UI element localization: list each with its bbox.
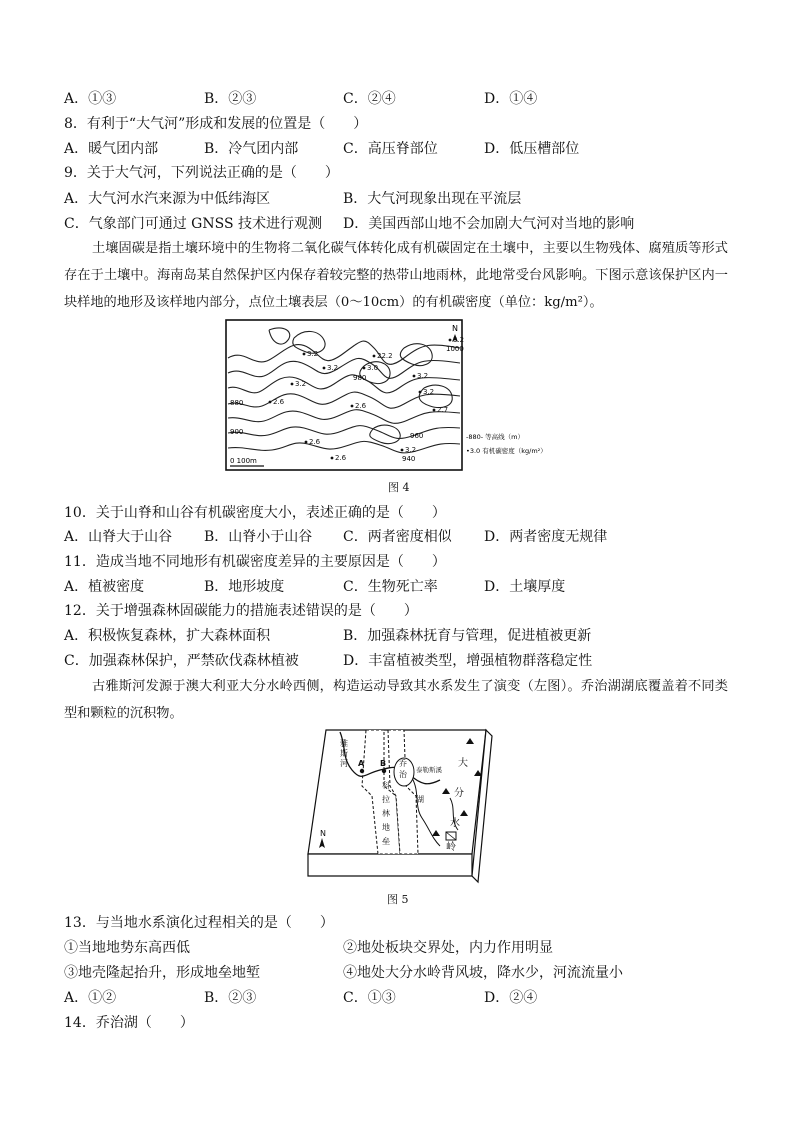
q13-option-d: D．②④ bbox=[484, 990, 538, 1006]
point-value: 3.2 bbox=[453, 336, 465, 344]
q12-stem: 12．关于增强森林固碳能力的措施表述错误的是（ ） bbox=[64, 603, 418, 619]
passage-yass-river: 古雅斯河发源于澳大利亚大分水岭西侧，构造运动导致其水系发生了演变（左图）。乔治湖湖底覆盖着不同类型和颗粒的沉积物。 bbox=[64, 679, 728, 721]
q10-option-d: D．两者密度无规律 bbox=[484, 529, 608, 545]
point-value: 3.0 bbox=[367, 364, 379, 372]
q12-option-d: D．丰富植被类型，增强植物群落稳定性 bbox=[343, 653, 593, 669]
q11-option-c: C．生物死亡率 bbox=[343, 579, 438, 595]
contour-map-figure bbox=[224, 318, 578, 476]
point-value: 2.7 bbox=[437, 406, 449, 414]
label-ridge: 大 bbox=[458, 758, 468, 769]
label-lake: 治 bbox=[399, 770, 407, 779]
north-label: N bbox=[320, 829, 326, 838]
label-graben: 垒 bbox=[382, 837, 390, 846]
q12-option-a: A．积极恢复森林，扩大森林面积 bbox=[64, 628, 271, 644]
q8-option-b: B．冷气团内部 bbox=[204, 141, 299, 157]
label-ridge: 岭 bbox=[446, 842, 456, 853]
label-ridge: 分 bbox=[454, 788, 464, 799]
q12-option-c: C．加强森林保护，严禁砍伐森林植被 bbox=[64, 653, 299, 669]
label-river: 斯 bbox=[340, 749, 348, 758]
point-value: 3.2 bbox=[417, 372, 429, 380]
point-value: 2.6 bbox=[309, 438, 321, 446]
block-diagram-figure bbox=[300, 726, 496, 888]
contour-label: 880 bbox=[230, 399, 244, 407]
contour-label: 940 bbox=[402, 455, 416, 463]
q11-stem: 11．造成当地不同地形有机碳密度差异的主要原因是（ ） bbox=[64, 554, 446, 570]
q13-option-a: A．①② bbox=[64, 990, 117, 1006]
contour-label: 960 bbox=[410, 432, 424, 440]
q13-option-c: C．①③ bbox=[343, 990, 396, 1006]
point-value: 2.6 bbox=[273, 398, 285, 406]
q13-stem: 13．与当地水系演化过程相关的是（ ） bbox=[64, 915, 334, 931]
q7-option-c: C．②④ bbox=[343, 91, 396, 107]
legend-contour: -880- 等高线（m） bbox=[466, 433, 524, 441]
label-ridge: 水 bbox=[450, 818, 460, 829]
fig5-caption: 图 5 bbox=[387, 893, 409, 906]
contour-label: 980 bbox=[353, 374, 367, 382]
q10-option-c: C．两者密度相似 bbox=[343, 529, 452, 545]
q10-option-a: A．山脊大于山谷 bbox=[64, 529, 173, 545]
q13-statement-4: ④地处大分水岭背风坡，降水少，河流流量小 bbox=[343, 965, 623, 981]
label-river: 雅 bbox=[340, 739, 348, 748]
q9-option-b: B．大气河现象出现在平流层 bbox=[343, 191, 522, 207]
q13-statement-1: ①当地地势东高西低 bbox=[64, 940, 190, 956]
point-a-marker bbox=[360, 769, 364, 773]
point-b-marker bbox=[382, 769, 386, 773]
point-value: 3.2 bbox=[423, 388, 435, 396]
point-value: 22.2 bbox=[377, 352, 393, 360]
q8-option-d: D．低压槽部位 bbox=[484, 141, 580, 157]
q11-option-a: A．植被密度 bbox=[64, 579, 145, 595]
q7-option-d: D．①④ bbox=[484, 91, 538, 107]
q9-option-a: A．大气河水汽来源为中低纬海区 bbox=[64, 191, 271, 207]
q9-option-d: D．美国西部山地不会加剧大气河对当地的影响 bbox=[343, 216, 635, 232]
label-river: 河 bbox=[340, 759, 348, 768]
label-graben: 地 bbox=[382, 823, 390, 832]
q13-statement-2: ②地处板块交界处，内力作用明显 bbox=[343, 940, 553, 956]
passage-soil-carbon: 土壤固碳是指土壤环境中的生物将二氧化碳气体转化成有机碳固定在土壤中，主要以生物残体、腐殖质等形式存在于土壤中。海南岛某自然保护区内保存着较完整的热带山地雨林，此地常受台风影响。下图示意该保护区内一块样地的地形及该样地内部分，点位土壤表层（0～10cm）的有机碳密度（单位：kg/m²）。 bbox=[64, 241, 728, 310]
label-graben: 林 bbox=[382, 809, 390, 818]
q13-statement-3: ③地壳隆起抬升，形成地垒地堑 bbox=[64, 965, 260, 981]
point-value: 3.2 bbox=[327, 364, 339, 372]
q7-option-a: A．①③ bbox=[64, 91, 117, 107]
scale-label: 0 100m bbox=[230, 457, 257, 465]
label-graben: 拉 bbox=[382, 795, 390, 804]
q8-stem: 8．有利于“大气河”形成和发展的位置是（ ） bbox=[64, 116, 368, 132]
q13-option-b: B．②③ bbox=[204, 990, 257, 1006]
map-north-label: N bbox=[452, 324, 458, 333]
q7-option-b: B．②③ bbox=[204, 91, 257, 107]
q9-option-c: C．气象部门可通过 GNSS 技术进行观测 bbox=[64, 216, 322, 232]
label-point-b: B bbox=[380, 759, 387, 768]
label-stream: 泰勒斯溪 bbox=[416, 766, 442, 774]
q10-stem: 10．关于山脊和山谷有机碳密度大小，表述正确的是（ ） bbox=[64, 505, 446, 521]
contour-label: 900 bbox=[230, 428, 244, 436]
point-value: 2.6 bbox=[355, 402, 367, 410]
q10-option-b: B．山脊小于山谷 bbox=[204, 529, 313, 545]
point-value: 2.6 bbox=[335, 454, 347, 462]
label-lake: 湖 bbox=[416, 795, 424, 804]
q8-option-c: C．高压脊部位 bbox=[343, 141, 438, 157]
fig4-caption: 图 4 bbox=[388, 481, 410, 494]
contour-label: 1000 bbox=[446, 345, 464, 353]
point-value: 3.2 bbox=[295, 380, 307, 388]
q14-stem: 14．乔治湖（ ） bbox=[64, 1015, 194, 1031]
legend-point: •3.0 有机碳密度（kg/m²） bbox=[466, 447, 547, 455]
q11-option-d: D．土壤厚度 bbox=[484, 579, 566, 595]
label-graben: 科 bbox=[382, 781, 390, 790]
label-point-a: A bbox=[358, 759, 365, 768]
point-value: 3.2 bbox=[405, 446, 417, 454]
label-lake: 乔 bbox=[399, 759, 407, 768]
q9-stem: 9．关于大气河，下列说法正确的是（ ） bbox=[64, 165, 339, 181]
block-front-face bbox=[308, 854, 472, 876]
q12-option-b: B．加强森林抚育与管理，促进植被更新 bbox=[343, 628, 592, 644]
q11-option-b: B．地形坡度 bbox=[204, 579, 285, 595]
q8-option-a: A．暖气团内部 bbox=[64, 141, 159, 157]
point-value: 3.2 bbox=[307, 350, 319, 358]
